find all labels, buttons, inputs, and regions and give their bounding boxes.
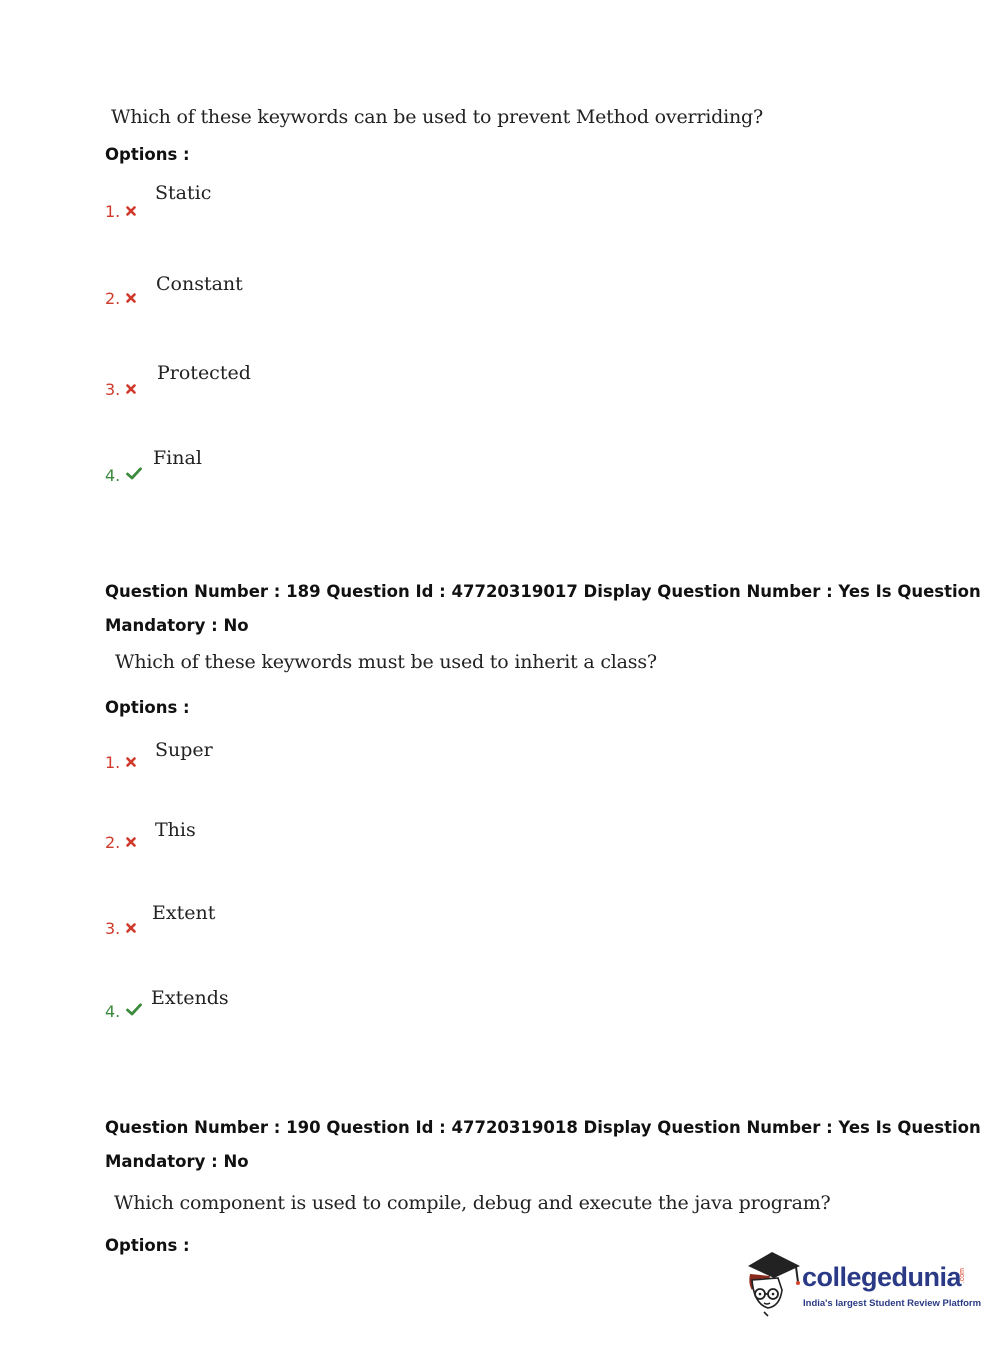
check-icon xyxy=(126,1001,142,1020)
options-label: Options : xyxy=(105,698,190,717)
options-label: Options : xyxy=(105,1236,190,1255)
option-number xyxy=(105,1001,142,1021)
option-index: 2. xyxy=(105,289,121,308)
check-icon xyxy=(126,465,142,484)
option-number xyxy=(105,465,142,485)
option-number xyxy=(105,288,136,308)
cross-icon xyxy=(126,201,136,220)
option-index: 1. xyxy=(105,753,121,772)
cross-icon xyxy=(126,832,136,851)
mascot-icon xyxy=(742,1250,802,1318)
options-label: Options : xyxy=(105,145,190,164)
question-text: Which of these keywords can be used to prevent Method overriding? xyxy=(111,106,763,128)
cross-icon xyxy=(126,288,136,307)
cross-icon xyxy=(126,752,136,771)
option-text: Extent xyxy=(152,902,216,924)
cross-icon xyxy=(126,918,136,937)
logo-name: collegedunia xyxy=(802,1262,962,1292)
cross-icon xyxy=(126,379,136,398)
option-text: Protected xyxy=(157,362,251,384)
option-index: 4. xyxy=(105,1002,121,1021)
option-text: This xyxy=(155,819,196,841)
option-number xyxy=(105,832,136,852)
question-text: Which component is used to compile, debug and execute the java program? xyxy=(114,1192,831,1214)
question-meta: Question Number : 190 Question Id : 47720319018 Display Question Number : Yes Is Question xyxy=(105,1118,981,1137)
option-number xyxy=(105,918,136,938)
option-index: 3. xyxy=(105,380,121,399)
question-mandatory: Mandatory : No xyxy=(105,1152,249,1171)
option-text: Extends xyxy=(151,987,229,1009)
question-mandatory: Mandatory : No xyxy=(105,616,249,635)
logo-tagline: India's largest Student Review Platform xyxy=(803,1298,982,1309)
collegedunia-logo xyxy=(742,1250,982,1320)
option-index: 1. xyxy=(105,202,121,221)
question-meta: Question Number : 189 Question Id : 47720319017 Display Question Number : Yes Is Question xyxy=(105,582,981,601)
option-number xyxy=(105,752,136,772)
option-index: 3. xyxy=(105,919,121,938)
option-text: Constant xyxy=(156,273,243,295)
option-number xyxy=(105,201,136,221)
question-text: Which of these keywords must be used to inherit a class? xyxy=(115,651,657,673)
logo-tld: .com xyxy=(959,1268,966,1284)
option-text: Final xyxy=(153,447,202,469)
option-text: Static xyxy=(155,182,212,204)
option-text: Super xyxy=(155,739,213,761)
option-index: 4. xyxy=(105,466,121,485)
option-number xyxy=(105,379,136,399)
option-index: 2. xyxy=(105,833,121,852)
